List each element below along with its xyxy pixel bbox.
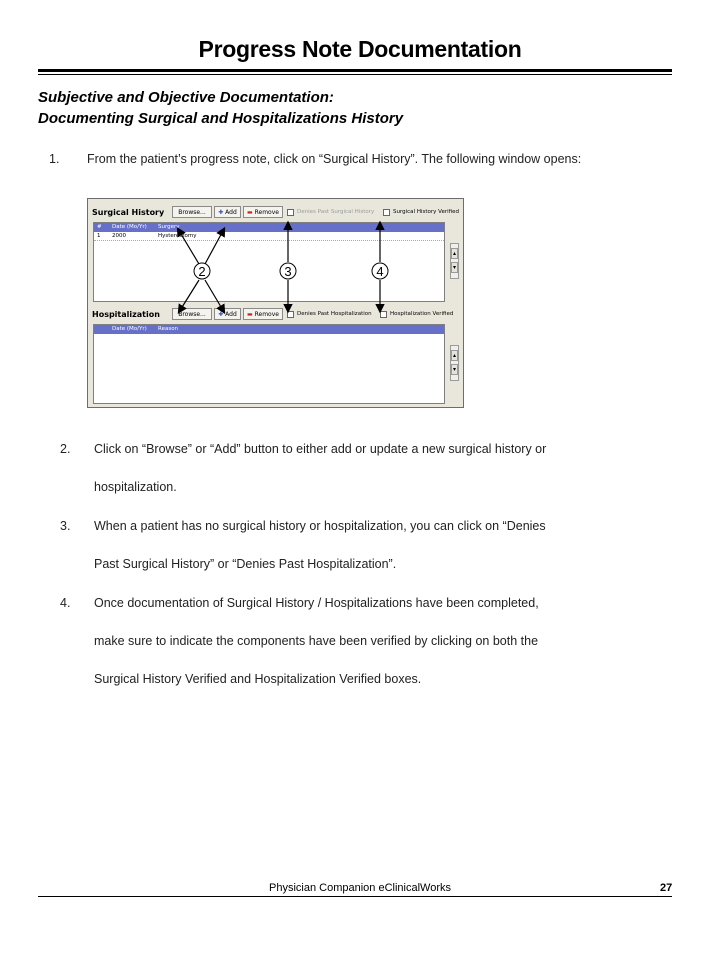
callout-3-label: 3	[284, 264, 292, 279]
add-label: Add	[225, 311, 237, 318]
plus-icon: ✚	[218, 209, 224, 216]
step-number: 1.	[49, 152, 60, 166]
add-label: Add	[225, 209, 237, 216]
hospitalization-title: Hospitalization	[92, 310, 160, 319]
callout-2	[194, 263, 210, 279]
surgical-browse-button[interactable]: Browse...	[172, 206, 212, 218]
page-number: 27	[660, 882, 673, 894]
surgical-history-title: Surgical History	[92, 208, 165, 217]
col-date: Date (Mo/Yr)	[112, 224, 147, 230]
step-number: 2.	[60, 442, 71, 456]
title-rule-thin	[38, 74, 672, 75]
page-title: Progress Note Documentation	[198, 36, 522, 62]
verified-label: Hospitalization Verified	[390, 311, 454, 317]
col-date: Date (Mo/Yr)	[112, 326, 147, 332]
step-line: Once documentation of Surgical History / Hospitalizations have been completed,	[94, 596, 539, 610]
step-line: Surgical History Verified and Hospitalization Verified boxes.	[94, 672, 422, 686]
remove-label: Remove	[254, 311, 279, 318]
step-text	[94, 430, 654, 506]
verified-label: Surgical History Verified	[393, 209, 459, 215]
callout-4	[372, 263, 388, 279]
col-surgery: Surgery	[158, 224, 180, 230]
step-line: hospitalization.	[94, 480, 177, 494]
plus-icon: ✚	[218, 311, 224, 318]
scroll-up-icon[interactable]: ▴	[452, 250, 456, 257]
step-text	[94, 507, 654, 583]
subtitle-line-1: Subjective and Objective Documentation:	[38, 89, 334, 106]
row-date: 2000	[112, 233, 126, 239]
hospitalization-browse-button[interactable]: Browse...	[172, 308, 212, 320]
step-line: Click on “Browse” or “Add” button to either add or update a new surgical history or	[94, 442, 547, 456]
scroll-up-icon[interactable]: ▴	[452, 352, 456, 359]
step-number: 3.	[60, 519, 71, 533]
callout-arrows-overlay	[87, 198, 464, 408]
footer-text: Physician Companion eClinicalWorks	[269, 882, 451, 894]
remove-icon: ▬	[247, 311, 253, 318]
callout-3	[280, 263, 296, 279]
row-num: 1	[97, 233, 101, 239]
row-surgery: Hysterectomy	[158, 233, 197, 239]
step-number: 4.	[60, 596, 71, 610]
denies-label: Denies Past Surgical History	[297, 209, 375, 215]
subtitle-line-2: Documenting Surgical and Hospitalizations History	[38, 110, 404, 127]
step-text: From the patient’s progress note, click on “Surgical History”. The following window opens:	[87, 152, 582, 166]
section-subtitle	[38, 87, 403, 129]
scroll-down-icon[interactable]: ▾	[452, 366, 456, 373]
col-num: #	[97, 224, 102, 230]
callout-4-label: 4	[376, 264, 384, 279]
step-line: Past Surgical History” or “Denies Past Hospitalization”.	[94, 557, 397, 571]
callout-2-label: 2	[198, 264, 206, 279]
scroll-down-icon[interactable]: ▾	[452, 264, 456, 271]
step-line: make sure to indicate the components have been verified by clicking on both the	[94, 634, 539, 648]
title-rule	[38, 69, 672, 72]
footer-rule	[38, 896, 672, 897]
remove-icon: ▬	[247, 209, 253, 216]
remove-label: Remove	[254, 209, 279, 216]
step-text	[94, 584, 654, 698]
denies-label: Denies Past Hospitalization	[297, 311, 372, 317]
step-line: When a patient has no surgical history or hospitalization, you can click on “Denies	[94, 519, 546, 533]
col-reason: Reason	[158, 326, 179, 332]
